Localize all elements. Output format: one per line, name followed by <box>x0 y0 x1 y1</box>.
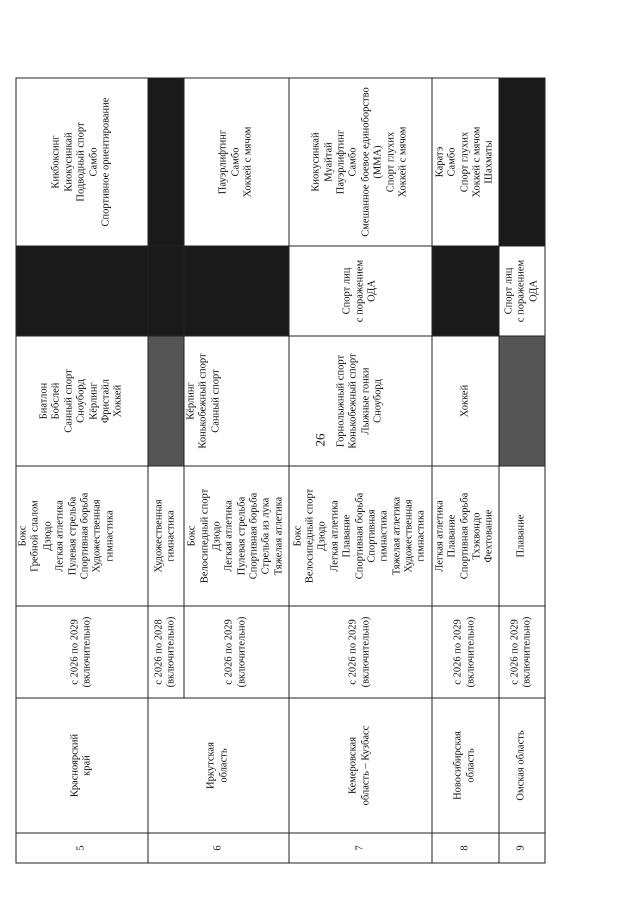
winter-sports: Хоккей <box>432 336 499 466</box>
summer-sports: Легкая атлетика Плавание Спортивная борьба Тхэквондо Фехтование <box>432 466 499 606</box>
disabled-sports: Спорт лиц с поражением ОДА <box>289 246 432 336</box>
winter-sports: Горнолыжный спорт Конькобежный спорт Лыжные гонки Сноуборд <box>289 336 432 466</box>
row-number: 7 <box>289 833 432 863</box>
winter-sports: Биатлон Бобслей Санный спорт Сноуборд Кёрлинг Фристайл Хоккей <box>16 336 148 466</box>
summer-sports: Художественная гимнастика <box>148 466 184 606</box>
other-sports-empty <box>499 78 545 246</box>
summer-sports: Бокс Велосипедный спорт Дзюдо Легкая атлетика Пулевая стрельба Спортивная борьба Стрельба из лука Тяжелая атлетика <box>184 466 289 606</box>
table-row <box>16 78 148 863</box>
disabled-sports: Спорт лиц с поражением ОДА <box>499 246 545 336</box>
other-sports: Пауэрлифтинг Самбо Хоккей с мячом <box>184 78 289 246</box>
winter-sports-empty <box>148 336 184 466</box>
period: с 2026 по 2028 (включительно) <box>148 606 184 698</box>
row-number: 8 <box>432 833 499 863</box>
row-number: 5 <box>16 833 148 863</box>
region-name: Новосибирская область <box>432 698 499 833</box>
summer-sports: Плавание <box>499 466 545 606</box>
period: с 2026 по 2029 (включительно) <box>499 606 545 698</box>
regions-sports-table <box>16 78 546 864</box>
row-number: 6 <box>148 833 289 863</box>
winter-sports-empty <box>499 336 545 466</box>
other-sports: Кикбоксинг Киокусинкай Подводный спорт Самбо Спортивное ориентирование <box>16 78 148 246</box>
table-row <box>289 78 432 863</box>
region-name: Иркутская область <box>148 698 289 833</box>
period: с 2026 по 2029 (включительно) <box>16 606 148 698</box>
period: с 2026 по 2029 (включительно) <box>432 606 499 698</box>
disabled-sports-empty <box>184 246 289 336</box>
table-row <box>432 78 499 863</box>
region-name: Красноярский край <box>16 698 148 833</box>
summer-sports: Бокс Велосипедный спорт Дзюдо Легкая атлетика Плавание Спортивная борьба Спортивная гимнастика Тяжелая атлетика Художественная гимнастика <box>289 466 432 606</box>
other-sports: Каратэ Самбо Спорт глухих Хоккей с мячом Шахматы <box>432 78 499 246</box>
region-name: Кемеровская область – Кузбасс <box>289 698 432 833</box>
period: с 2026 по 2029 (включительно) <box>289 606 432 698</box>
table-row <box>499 78 545 863</box>
page-number-text: 26 <box>312 433 327 447</box>
region-name: Омская область <box>499 698 545 833</box>
table-row <box>148 78 184 863</box>
row-number: 9 <box>499 833 545 863</box>
other-sports: Киокусинкай Муайтай Пауэрлифтинг Самбо Смешанное боевое единоборство (ММА) Спорт глухих Хоккей с мячом <box>289 78 432 246</box>
summer-sports: Бокс Гребной слалом Дзюдо Легкая атлетика Пулевая стрельба Спортивная борьба Художественная гимнастика <box>16 466 148 606</box>
winter-sports: Кёрлинг Конькобежный спорт Санный спорт <box>184 336 289 466</box>
rotated-table-page <box>16 79 546 864</box>
disabled-sports-empty <box>148 246 184 336</box>
disabled-sports-empty <box>16 246 148 336</box>
disabled-sports-empty <box>432 246 499 336</box>
period: с 2026 по 2029 (включительно) <box>184 606 289 698</box>
other-sports-empty <box>148 78 184 246</box>
